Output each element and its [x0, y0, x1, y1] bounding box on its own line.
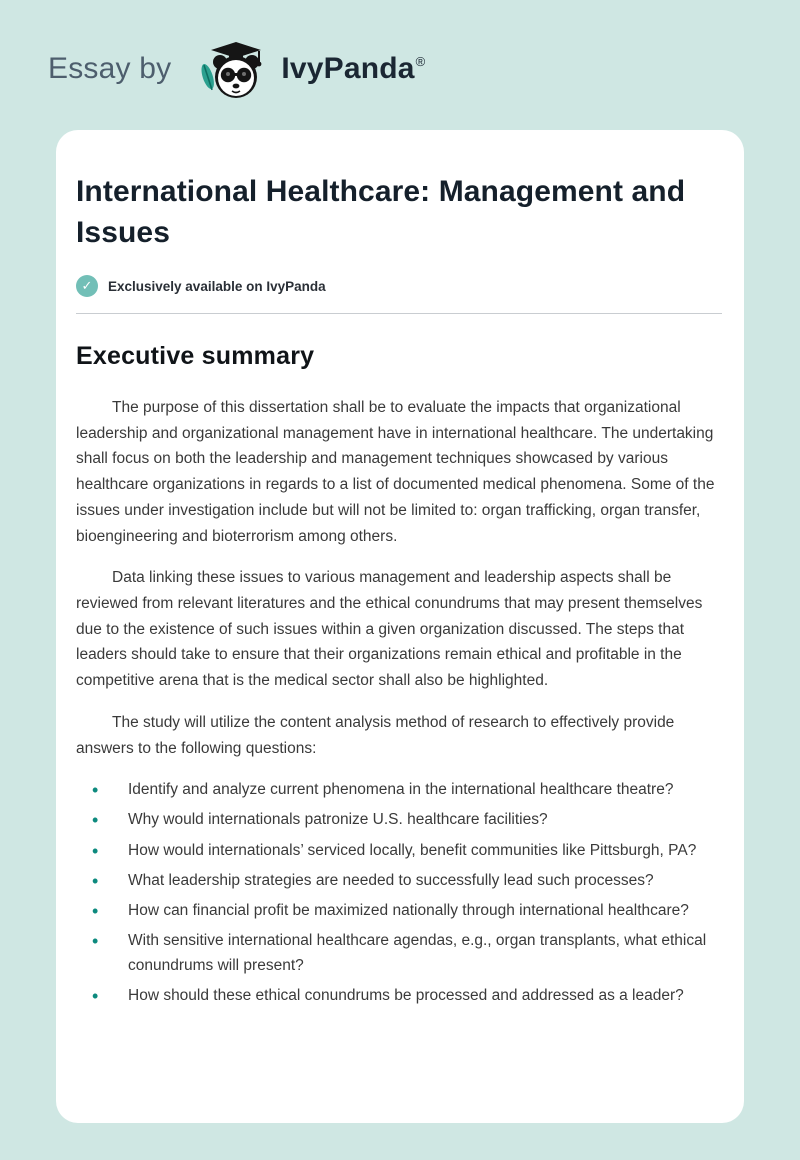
- list-item: • How should these ethical conundrums be processed and addressed as a leader?: [92, 983, 722, 1008]
- paragraph: The study will utilize the content analysis method of research to effectively provide answers to the following questions:: [76, 713, 675, 757]
- brand-text: IvyPanda: [281, 52, 415, 85]
- list-item: • How would internationals’ serviced locally, benefit communities like Pittsburgh, PA?: [92, 838, 722, 863]
- badge-label: Exclusively available on IvyPanda: [108, 278, 326, 294]
- list-item: • What leadership strategies are needed to successfully lead such processes?: [92, 868, 722, 893]
- divider: [76, 313, 722, 314]
- section-heading: Executive summary: [76, 342, 315, 370]
- question-list: [76, 777, 722, 1008]
- list-item: • How can financial profit be maximized nationally through international healthcare?: [92, 898, 722, 923]
- essay-card: [56, 130, 744, 1123]
- brand-prefix: Essay by: [48, 52, 172, 85]
- page-title: International Healthcare: Management and Issues: [76, 175, 686, 249]
- brand-name: [281, 52, 425, 86]
- check-icon: ✓: [76, 275, 98, 297]
- ivypanda-panda-logo-icon: [193, 36, 267, 102]
- site-header: [0, 0, 800, 124]
- list-item: • Why would internationals patronize U.S. healthcare facilities?: [92, 807, 722, 832]
- paragraph: Data linking these issues to various management and leadership aspects shall be reviewed from relevant literatures and the ethical conundrums that may present themselves due to the existence of such issues within a given organization discussed. The steps that leaders should take to ensure that their organizations remain ethical and profitable in the competitive arena that is the medical sector shall also be highlighted.: [76, 569, 703, 690]
- paragraph: The purpose of this dissertation shall be to evaluate the impacts that organizational leadership and organizational management have in international healthcare. The undertaking shall focus on both the leadership and management techniques showcased by various healthcare organizations in regards to a list of documented medical phenomena. Some of the issues under investigation include but will not be limited to: organ trafficking, organ transfer, bioengineering and bioterrorism among others.: [76, 399, 715, 545]
- list-item: • With sensitive international healthcare agendas, e.g., organ transplants, what ethical conundrums will present?: [92, 928, 722, 978]
- exclusive-badge: [76, 275, 722, 297]
- registered-mark: ®: [415, 54, 426, 69]
- list-item: • Identify and analyze current phenomena in the international healthcare theatre?: [92, 777, 722, 802]
